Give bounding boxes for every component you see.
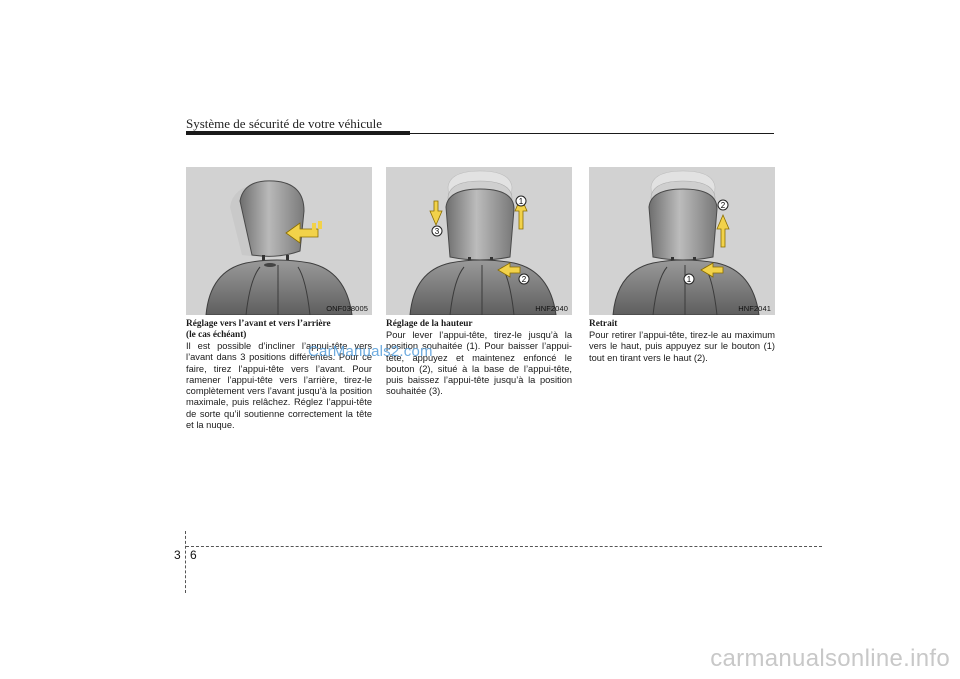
section-tilt [186, 319, 372, 431]
svg-text:1: 1 [518, 197, 524, 206]
marker-2-icon [718, 200, 728, 210]
figure-headrest-height [386, 167, 572, 315]
section-body: Pour retirer l’appui-tête, tirez-le au maximum vers le haut, puis appuyez sur le bouton (1) tout en tirant vers le haut (2). [589, 330, 775, 363]
svg-text:1: 1 [686, 275, 692, 284]
site-footer-link[interactable]: carmanualsonline.info [710, 645, 950, 672]
marker-1-icon [684, 274, 694, 284]
page-title: Système de sécurité de votre véhicule [186, 116, 383, 131]
section-heading: Réglage de la hauteur [386, 319, 473, 329]
arrow-down-icon [430, 201, 442, 225]
header-rule-thick [186, 131, 410, 135]
figure-headrest-removal [589, 167, 775, 315]
page-number: 6 [190, 548, 197, 562]
marker-3-icon [432, 226, 442, 236]
figure-code: HNF2040 [535, 304, 568, 313]
headrest-removal-illustration [589, 167, 775, 315]
section-body: Pour lever l’appui-tête, tirez-le jusqu’à la position souhaitée (1). Pour baisser l’appui-tête, appuyez et maintenez enfoncé le bouton (2), situé à la base de l’appui-tête, puis baissez l’appui-tête jusqu’à la position souhaitée (3). [386, 330, 572, 397]
figure-code: ONF038005 [326, 304, 368, 313]
footer-vertical-divider [185, 531, 186, 593]
section-body: Il est possible d’incliner l’appui-tête vers l’avant dans 3 positions différentes. Pour ce faire, tirez l’appui-tête vers l’avant. Pour ramener l’appui-tête vers l’arrière, tirez-le complètement vers l’avant jusqu’à la position maximale, puis relâchez. Réglez l’appui-tête de sorte qu’il soutienne correctement la tête et la nuque. [186, 341, 372, 431]
section-heading: Retrait [589, 319, 618, 329]
arrow-up-icon [717, 215, 729, 247]
svg-text:2: 2 [720, 201, 726, 210]
footer-divider [186, 546, 822, 547]
header-rule-thin [410, 133, 774, 134]
section-heading: Réglage vers l’avant et vers l’arrière [186, 319, 331, 329]
chapter-number: 3 [174, 548, 181, 562]
figure-code: HNF2041 [738, 304, 771, 313]
section-subheading: (le cas échéant) [186, 330, 247, 340]
svg-text:3: 3 [434, 227, 440, 236]
headrest-height-illustration [386, 167, 572, 315]
watermark[interactable]: CarManuals2.com [308, 343, 433, 360]
section-removal [589, 319, 775, 364]
marker-2-icon [519, 274, 529, 284]
headrest-tilt-illustration [186, 167, 372, 315]
marker-1-icon [516, 196, 526, 206]
figure-headrest-tilt [186, 167, 372, 315]
svg-text:2: 2 [521, 275, 527, 284]
